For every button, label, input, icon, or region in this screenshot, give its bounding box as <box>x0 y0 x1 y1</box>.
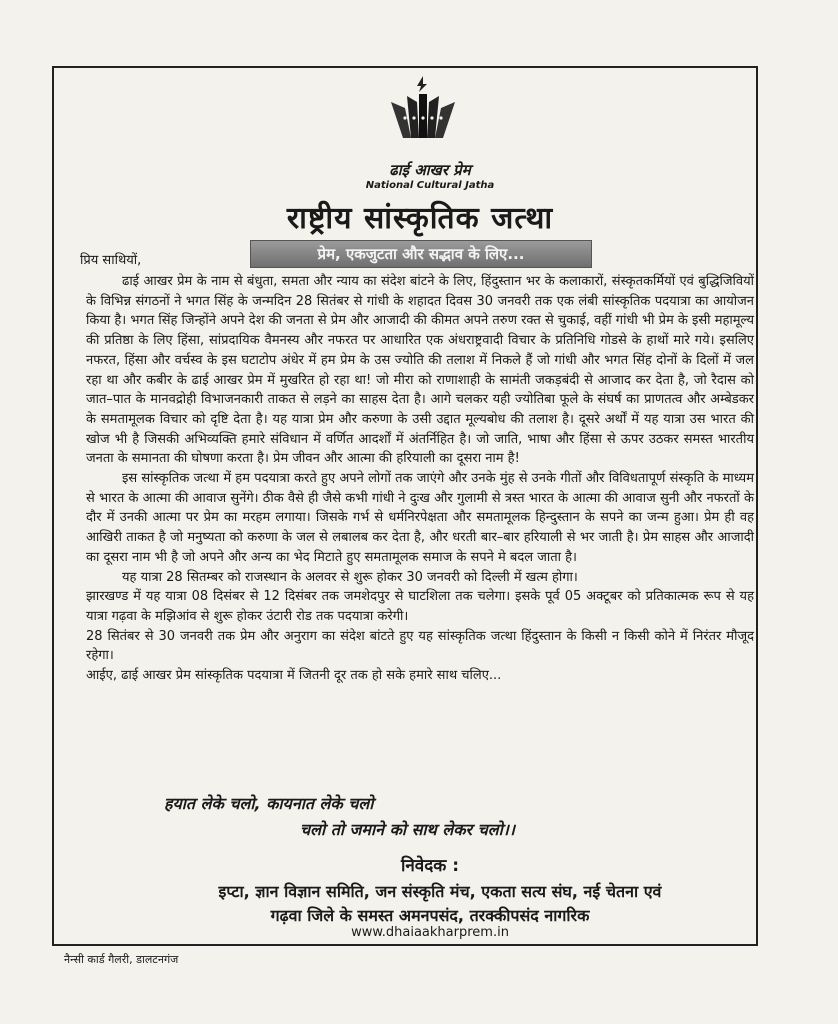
slogan-line-1: हयात लेके चलो, कायनात लेके चलो <box>164 794 374 813</box>
brand-name-english: National Cultural Jatha <box>365 180 495 191</box>
paragraph: झारखण्ड में यह यात्रा 08 दिसंबर से 12 दिसंबर तक जमशेदपुर से घाटशिला तक चलेगा। इसके पूर्व 05 अक्टूबर को प्रतिकात्मक रूप से यह यात्रा गढ़वा के मझिआंव से शुरू होकर उंटारी रोड तक पदयात्रा करेगी। <box>86 589 754 624</box>
tagline-banner: प्रेम, एकजुटता और सद्भाव के लिए... <box>250 240 592 268</box>
paragraph: 28 सितंबर से 30 जनवरी तक प्रेम और अनुराग का संदेश बांटते हुए यह सांस्कृतिक जत्था हिंदुस्तान के किसी न किसी कोने में निरंतर मौजूद रहेगा। <box>86 628 754 664</box>
website-link[interactable]: www.dhaiaakharprem.in <box>351 925 509 940</box>
paragraph: इस सांस्कृतिक जत्था में हम पदयात्रा करते हुए अपने लोगों तक जाएंगे और उनके मुंह से उनके गीतों और विविधतापूर्ण संस्कृति के माध्यम से भारत के आत्मा की आवाज सुनेंगे। ठीक वैसे ही जैसे कभी गांधी ने दुःख और गुलामी से त्रस्त भारत के आत्मा की आवाज सुनी और नफरतों के दौर में उनकी आत्मा पर प्रेम का मरहम लगाया। जिसके गर्भ से धर्मनिरपेक्षता और समतामूलक हिन्दुस्तान के सपने का जन्म हुआ। प्रेम ही वह आखिरी ताकत है जो मनुष्यता को करुणा के जल से लबालब कर देता है, और धरती बार–बार हरियाली से भर जाती है। प्रेम साहस और आजादी का दूसरा नाम भी है जो अपने और अन्य का भेद मिटाते हुए समतामूलक समाज के सपने मे बदल जाता है। <box>86 471 754 565</box>
printer-credit: नैन्सी कार्ड गैलरी, डालटनगंज <box>64 953 179 966</box>
organizations-line-2: गढ़वा जिले के समस्त अमनपसंद, तरक्कीपसंद नागरिक <box>270 906 590 925</box>
organizations-line-1: इप्टा, ज्ञान विज्ञान समिति, जन संस्कृति मंच, एकता सत्य संघ, नई चेतना एवं <box>218 882 662 901</box>
brand-name-hindi: ढाई आखर प्रेम <box>389 161 471 179</box>
salutation: प्रिय साथियों, <box>80 253 142 268</box>
paragraph: ढाई आखर प्रेम के नाम से बंधुता, समता और न्याय का संदेश बांटने के लिए, हिंदुस्तान भर के कलाकारों, संस्कृतकर्मियों एवं बुद्धिजिवियों के विभिन्न संगठनों ने भगत सिंह के जन्मदिन 28 सितंबर से गांधी के शहादत दिवस 30 जनवरी तक एक लंबी सांस्कृतिक पदयात्रा का आयोजन किया है। भगत सिंह जिन्होंने अपने देश की जनता से प्रेम और आजादी की कीमत अपने तरुण रक्त से चुकाई, वहीं गांधी भी प्रेम के इसी महामूल्य की प्रतिष्ठा के लिए हिंसा, सांप्रदायिक वैमनस्य और नफरत पर आधारित एक अंधराष्ट्रवादी विचार के प्रतिनिधि गोडसे के हाथों मारे गये। इसलिए नफरत, हिंसा और वर्चस्व के इस घटाटोप अंधेर में हम प्रेम के उस ज्योति की तलाश में निकले हैं जो गांधी और भगत सिंह दोनों के दिलों में जल रहा था और कबीर के ढाई आखर प्रेम में मुखरित हो रहा था! जो मीरा को राणाशाही के सामंती जकड़बंदी से आजाद कर देता है, जो रैदास को जात–पात के मानवद्रोही विभाजनकारी ताकत से लड़ने का साहस देता है। आगे चलकर यही ज्योतिबा फूले के संघर्ष का प्राणतत्व और अम्बेडकर के समतामूलक विचार को दृष्टि देता है। यह यात्रा प्रेम और करुणा के उसी उद्दात मूल्यबोध की तलाश है। दूसरे अर्थों में यह यात्रा उस भारत की खोज भी है जिसकी अभिव्यक्ति हमारे संविधान में वर्णित आदर्शों में अंतर्निहित है। जो जाति, भाषा और हिंसा से ऊपर उठकर समस्त भारतीय जनता के समानता की घोषणा करता है। प्रेम जीवन और आत्मा की हरियाली का दूसरा नाम है! <box>86 274 754 467</box>
page-title: राष्ट्रीय सांस्कृतिक जत्था <box>286 201 554 236</box>
paragraph: आईए, ढाई आखर प्रेम सांस्कृतिक पदयात्रा में जितनी दूर तक हो सके हमारे साथ चलिए... <box>86 668 502 684</box>
slogan-line-2: चलो तो जमाने को साथ लेकर चलो।। <box>300 820 515 839</box>
notice-body <box>86 272 754 686</box>
appeal-label: निवेदक : <box>400 856 460 876</box>
paragraph: यह यात्रा 28 सितम्बर को राजस्थान के अलवर से शुरू होकर 30 जनवरी को दिल्ली में खत्म होगा। <box>122 569 578 585</box>
raised-hands-icon <box>383 72 463 152</box>
